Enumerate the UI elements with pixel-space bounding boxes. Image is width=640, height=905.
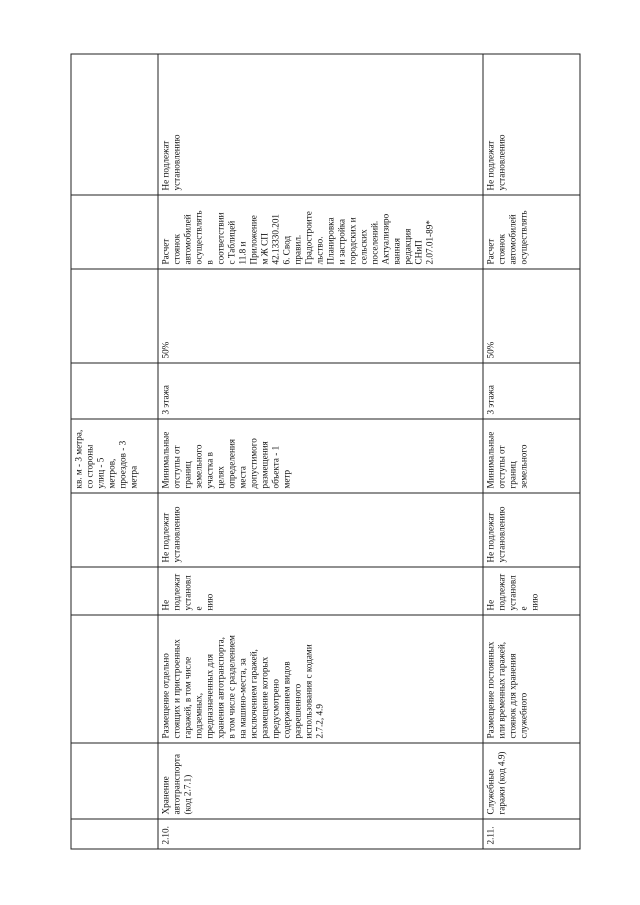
- cell-restrictions: Не подлежат установлению: [483, 54, 580, 195]
- cell-coverage: [71, 269, 158, 363]
- cell-coverage: 50%: [483, 269, 580, 363]
- cell-use-description: Размещение постоянных или временных гаражей, стоянок для хранения служебного: [483, 615, 580, 743]
- table-row-2-11: [483, 54, 580, 849]
- cell-setbacks: Минимальные отступы от границ земельного участка в целях определения места допустимого размещения объекта - 1 метр: [158, 419, 483, 493]
- rotated-table-wrapper: [71, 55, 571, 850]
- cell-use-name: Служебные гаражи (код 4.9): [483, 743, 580, 819]
- cell-floors: 3 этажа: [158, 363, 483, 419]
- cell-setbacks: Минимальные отступы от границ земельного: [483, 419, 580, 493]
- cell-floors: 3 этажа: [483, 363, 580, 419]
- cell-lot-size: [71, 567, 158, 615]
- cell-number: 2.11.: [483, 819, 580, 849]
- cell-restrictions: [71, 54, 158, 195]
- cell-coverage: 50%: [158, 269, 483, 363]
- table-row-continuation: [71, 54, 158, 849]
- cell-other-params: [71, 493, 158, 567]
- cell-number: [71, 819, 158, 849]
- regulations-table: [71, 54, 581, 850]
- cell-use-description: [71, 615, 158, 743]
- cell-other-params: Не подлежат установлению: [483, 493, 580, 567]
- cell-setbacks: кв. м - 3 метра, со стороны улиц - 5 метров, проездов - 3 метра: [71, 419, 158, 493]
- cell-parking: [71, 195, 158, 269]
- cell-lot-size: Не подлежат установле нию: [483, 567, 580, 615]
- cell-use-name: [71, 743, 158, 819]
- cell-restrictions: Не подлежат установлению: [158, 54, 483, 195]
- cell-other-params: Не подлежат установлению: [158, 493, 483, 567]
- cell-parking: Расчет стоянок автомобилей осуществлять в соответствии с Таблицей 11.8 и Приложение м Ж СП 42.13330.201 6. Свод правил. Градостроите льство. Планировка и застройка городских и сельских поселений. Актуализиро ванная редакция СНиП 2.07.01-89*: [158, 195, 483, 269]
- cell-floors: [71, 363, 158, 419]
- cell-number: 2.10.: [158, 819, 483, 849]
- cell-lot-size: Не подлежат установле нию: [158, 567, 483, 615]
- cell-use-name: Хранение автотранспорта (код 2.7.1): [158, 743, 483, 819]
- cell-parking: Расчет стоянок автомобилей осуществлять: [483, 195, 580, 269]
- table-row-2-10: [158, 54, 483, 849]
- cell-use-description: Размещение отдельно стоящих и пристроенных гаражей, в том числе подземных, предназначенных для хранения автотранспорта, в том числе с разделением на машино-места, за исключением гаражей, размещение которых предусмотрено содержанием видов разрешенного использования с кодами 2.7.2, 4.9: [158, 615, 483, 743]
